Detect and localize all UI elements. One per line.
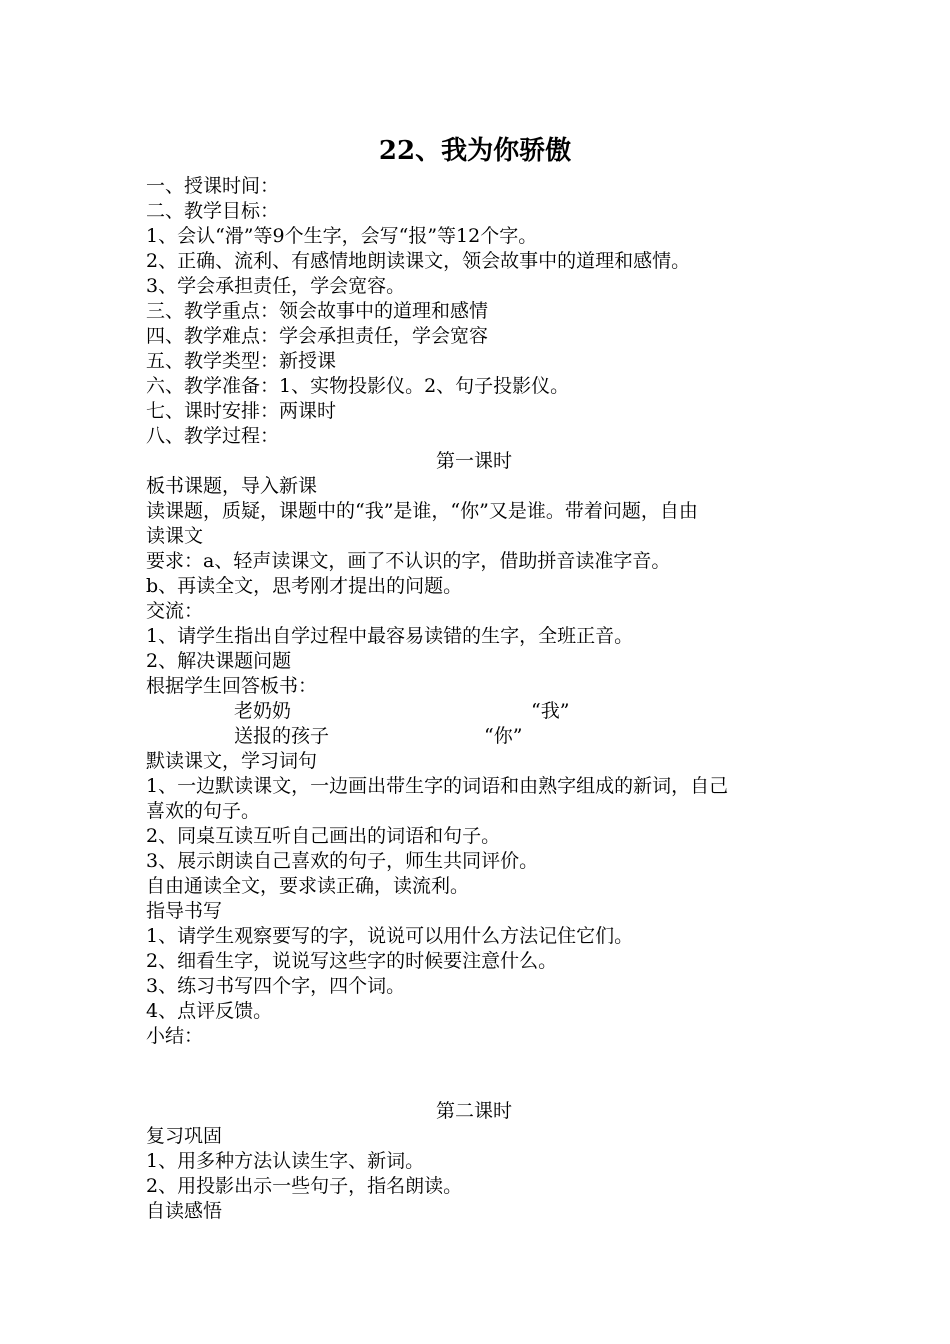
text-line: 2、用投影出示一些句子，指名朗读。 (146, 1175, 463, 1197)
text-line: 四、教学难点：学会承担责任，学会宽容 (146, 325, 489, 347)
text-line: 2、正确、流利、有感情地朗读课文，领会故事中的道理和感情。 (146, 250, 691, 272)
board-right-text: “我” (531, 700, 570, 722)
lesson2-section (146, 1124, 816, 1224)
text-line: 喜欢的句子。 (146, 800, 261, 822)
text-line: 默读课文，学习词句 (146, 750, 318, 772)
text-line: 读课文 (146, 525, 204, 547)
text-line: 板书课题，导入新课 (146, 475, 318, 497)
text-line: 三、教学重点：领会故事中的道理和感情 (146, 300, 489, 322)
text-line: 2、同桌互读互听自己画出的词语和句子。 (146, 825, 501, 847)
blackboard-row (146, 699, 816, 724)
text-line: 一、授课时间： (146, 175, 280, 197)
spacer (146, 1049, 816, 1099)
blackboard-row (146, 724, 816, 749)
text-line: 1、请学生指出自学过程中最容易读错的生字，全班正音。 (146, 625, 634, 647)
text-line: 1、用多种方法认读生字、新词。 (146, 1150, 425, 1172)
text-line: 六、教学准备：1、实物投影仪。2、句子投影仪。 (146, 375, 570, 397)
text-line: 1、会认“滑”等9个生字，会写“报”等12个字。 (146, 225, 538, 247)
board-right-text: “你” (484, 725, 523, 747)
text-line: 自读感悟 (146, 1200, 223, 1222)
text-line: b、再读全文，思考刚才提出的问题。 (146, 575, 463, 597)
text-line: 要求：a、轻声读课文，画了不认识的字，借助拼音读准字音。 (146, 550, 671, 572)
text-line: 1、请学生观察要写的字，说说可以用什么方法记住它们。 (146, 925, 634, 947)
text-line: 3、展示朗读自己喜欢的句子，师生共同评价。 (146, 850, 539, 872)
text-line: 五、教学类型：新授课 (146, 350, 337, 372)
text-line: 1、一边默读课文，一边画出带生字的词语和由熟字组成的新词，自己 (146, 775, 729, 797)
text-line: 指导书写 (146, 900, 223, 922)
lesson1-heading: 第一课时 (435, 450, 512, 472)
text-line: 自由通读全文，要求读正确，读流利。 (146, 875, 470, 897)
lesson2-heading: 第二课时 (435, 1100, 512, 1122)
text-line: 根据学生回答板书： (146, 675, 318, 697)
text-line: 二、教学目标： (146, 200, 280, 222)
text-line: 八、教学过程： (146, 425, 280, 447)
text-line: 4、点评反馈。 (146, 1000, 273, 1022)
text-line: 2、解决课题问题 (146, 650, 292, 672)
text-line: 3、练习书写四个字，四个词。 (146, 975, 406, 997)
text-line: 复习巩固 (146, 1125, 223, 1147)
text-line: 2、细看生字，说说写这些字的时候要注意什么。 (146, 950, 558, 972)
text-line: 七、课时安排：两课时 (146, 400, 337, 422)
board-left-text: 老奶奶 (234, 700, 292, 722)
text-line: 小结： (146, 1025, 204, 1047)
text-line: 交流： (146, 600, 204, 622)
text-line: 3、学会承担责任，学会宽容。 (146, 275, 406, 297)
board-left-text: 送报的孩子 (234, 725, 330, 747)
document-body (146, 174, 816, 1224)
lesson1-section (146, 474, 816, 1049)
lesson-plan-header (146, 174, 816, 449)
document-title: 22、我为你骄傲 (378, 136, 572, 166)
text-line: 读课题，质疑，课题中的“我”是谁，“你”又是谁。带着问题，自由 (146, 500, 698, 522)
